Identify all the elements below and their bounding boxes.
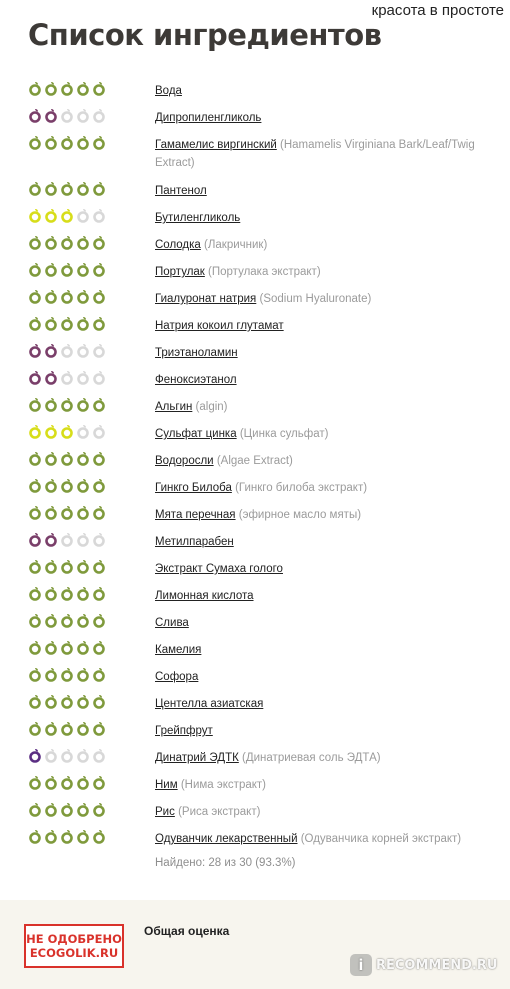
rating-drop-filled-icon (76, 181, 90, 196)
rating-drop-filled-icon (92, 505, 106, 520)
ingredient-name-link[interactable]: Камелия (155, 644, 202, 656)
rating-drop-empty-icon (76, 532, 90, 547)
ingredient-name-link[interactable]: Феноксиэтанол (155, 374, 237, 386)
rating-drop-filled-icon (28, 135, 42, 150)
ingredient-alt-name: (Одуванчика корней экстракт) (300, 833, 462, 845)
rating-drop-filled-icon (28, 208, 42, 223)
ingredient-text (155, 479, 500, 497)
ingredient-text (155, 182, 500, 200)
rating-drop-filled-icon (44, 532, 58, 547)
rating-drop-filled-icon (92, 262, 106, 277)
ingredient-rating (28, 81, 106, 96)
rating-drop-empty-icon (60, 108, 74, 123)
rating-drop-filled-icon (92, 316, 106, 331)
rating-drop-filled-icon (60, 721, 74, 736)
ingredient-text (155, 506, 500, 524)
rating-drop-filled-icon (76, 135, 90, 150)
ingredient-name-link[interactable]: Натрия кокоил глутамат (155, 320, 284, 332)
ingredient-rating (28, 424, 106, 439)
rating-drop-filled-icon (76, 262, 90, 277)
rating-drop-empty-icon (92, 748, 106, 763)
ingredient-name-link[interactable]: Дипропиленгликоль (155, 112, 262, 124)
rating-drop-empty-icon (76, 370, 90, 385)
ingredient-row (0, 178, 510, 205)
rating-drop-empty-icon (92, 370, 106, 385)
ingredient-row (0, 826, 510, 853)
ingredient-rating (28, 108, 106, 123)
ingredient-text (155, 614, 500, 632)
ingredient-rating (28, 370, 106, 385)
rating-drop-filled-icon (60, 289, 74, 304)
ingredient-text (155, 263, 500, 281)
ingredient-text (155, 398, 500, 416)
rating-drop-filled-icon (76, 397, 90, 412)
ingredient-row (0, 718, 510, 745)
rating-drop-filled-icon (92, 478, 106, 493)
rating-drop-filled-icon (92, 667, 106, 682)
rating-drop-filled-icon (28, 532, 42, 547)
ingredient-name-link[interactable]: Триэтаноламин (155, 347, 238, 359)
found-summary: Найдено: 28 из 30 (93.3%) (155, 857, 296, 869)
ingredient-alt-name: (Портулака экстракт) (208, 266, 321, 278)
ingredient-rating (28, 478, 106, 493)
rating-drop-filled-icon (60, 802, 74, 817)
ingredient-alt-name: (эфирное масло мяты) (238, 509, 362, 521)
ingredient-row (0, 448, 510, 475)
ingredient-rating (28, 262, 106, 277)
rating-drop-filled-icon (44, 208, 58, 223)
ingredient-text (155, 317, 500, 335)
ingredient-text (155, 776, 500, 794)
rating-drop-empty-icon (76, 748, 90, 763)
rating-drop-filled-icon (28, 694, 42, 709)
rating-drop-filled-icon (76, 775, 90, 790)
rating-drop-filled-icon (44, 640, 58, 655)
ingredient-text (155, 749, 500, 767)
rating-drop-empty-icon (92, 343, 106, 358)
irecommend-watermark (350, 954, 497, 976)
rating-drop-empty-icon (76, 208, 90, 223)
rating-drop-filled-icon (92, 829, 106, 844)
rating-drop-filled-icon (76, 559, 90, 574)
ingredient-alt-name: (Цинка сульфат) (239, 428, 329, 440)
rating-drop-filled-icon (44, 135, 58, 150)
ingredient-row (0, 313, 510, 340)
ingredient-name-link[interactable]: Гамамелис виргинский (155, 139, 277, 151)
rating-drop-filled-icon (92, 135, 106, 150)
rating-drop-filled-icon (76, 316, 90, 331)
ingredient-text (155, 533, 500, 551)
rating-drop-filled-icon (44, 694, 58, 709)
rating-drop-filled-icon (28, 802, 42, 817)
ingredient-text (155, 452, 500, 470)
rating-drop-empty-icon (92, 532, 106, 547)
rating-drop-filled-icon (76, 289, 90, 304)
rating-drop-empty-icon (76, 343, 90, 358)
ingredient-name-link[interactable]: Бутиленгликоль (155, 212, 241, 224)
rating-drop-filled-icon (44, 181, 58, 196)
ingredient-name-link[interactable]: Метилпарабен (155, 536, 234, 548)
ingredient-name-link[interactable]: Лимонная кислота (155, 590, 254, 602)
rating-drop-filled-icon (28, 424, 42, 439)
rating-drop-filled-icon (60, 775, 74, 790)
rating-drop-filled-icon (76, 694, 90, 709)
ingredient-row (0, 745, 510, 772)
ingredient-text (155, 830, 500, 848)
rating-drop-filled-icon (28, 343, 42, 358)
rating-drop-filled-icon (92, 451, 106, 466)
rating-drop-filled-icon (28, 262, 42, 277)
ingredient-name-link[interactable]: Слива (155, 617, 189, 629)
rating-drop-filled-icon (28, 181, 42, 196)
ingredient-name-link[interactable]: Портулак (155, 266, 205, 278)
ingredient-text (155, 371, 500, 389)
ingredient-rating (28, 208, 106, 223)
ingredient-name-link[interactable]: Экстракт Сумаха голого (155, 563, 283, 575)
rating-drop-filled-icon (92, 721, 106, 736)
rating-drop-empty-icon (92, 208, 106, 223)
ingredient-name-link[interactable]: Софора (155, 671, 199, 683)
ingredient-rating (28, 640, 106, 655)
rating-drop-filled-icon (28, 667, 42, 682)
rating-drop-filled-icon (44, 397, 58, 412)
ingredient-name-link[interactable]: Пантенол (155, 185, 207, 197)
ingredient-name-link[interactable]: Рис (155, 806, 175, 818)
ingredient-name-link[interactable]: Ним (155, 779, 178, 791)
ingredient-alt-name: (Algae Extract) (216, 455, 293, 467)
ingredient-text (155, 209, 500, 227)
rating-drop-filled-icon (76, 235, 90, 250)
rating-drop-filled-icon (28, 613, 42, 628)
rating-drop-filled-icon (28, 748, 42, 763)
rating-drop-filled-icon (44, 613, 58, 628)
ingredient-text (155, 560, 500, 578)
rating-drop-filled-icon (28, 586, 42, 601)
ingredient-row (0, 637, 510, 664)
rating-drop-filled-icon (44, 262, 58, 277)
rating-drop-filled-icon (60, 613, 74, 628)
rating-drop-filled-icon (60, 451, 74, 466)
rating-drop-filled-icon (28, 721, 42, 736)
ingredient-text (155, 668, 500, 686)
rating-drop-filled-icon (28, 451, 42, 466)
ingredient-text (155, 722, 500, 740)
rating-drop-filled-icon (28, 397, 42, 412)
rating-drop-filled-icon (28, 829, 42, 844)
rating-drop-filled-icon (60, 316, 74, 331)
ingredient-alt-name: (Гинкго билоба экстракт) (235, 482, 368, 494)
ingredient-row (0, 502, 510, 529)
ingredient-text (155, 236, 500, 254)
ingredient-rating (28, 802, 106, 817)
rating-drop-filled-icon (92, 775, 106, 790)
rating-drop-filled-icon (60, 505, 74, 520)
ingredient-row (0, 475, 510, 502)
ingredient-text (155, 290, 500, 308)
rating-drop-filled-icon (92, 235, 106, 250)
stamp-line-2: ECOGOLIK.RU (29, 946, 119, 960)
rating-drop-filled-icon (60, 424, 74, 439)
rating-drop-filled-icon (76, 505, 90, 520)
rating-drop-filled-icon (76, 640, 90, 655)
rating-drop-filled-icon (44, 667, 58, 682)
rating-drop-filled-icon (28, 108, 42, 123)
rating-drop-empty-icon (92, 424, 106, 439)
ingredient-row (0, 583, 510, 610)
ingredient-name-link[interactable]: Гиалуронат натрия (155, 293, 257, 305)
ingredient-text (155, 641, 500, 659)
rating-drop-filled-icon (60, 829, 74, 844)
top-tagline: красота в простоте (371, 2, 504, 19)
rating-drop-filled-icon (44, 235, 58, 250)
rating-drop-filled-icon (60, 397, 74, 412)
rating-drop-empty-icon (76, 108, 90, 123)
page-title: Список ингредиентов (28, 18, 382, 52)
rating-drop-filled-icon (76, 667, 90, 682)
ingredient-name-link[interactable]: Альгин (155, 401, 193, 413)
rating-drop-empty-icon (60, 343, 74, 358)
watermark-text: RECOMMEND.RU (376, 957, 498, 973)
rating-drop-filled-icon (44, 829, 58, 844)
ingredient-rating (28, 613, 106, 628)
ingredient-text (155, 587, 500, 605)
ingredient-alt-name: (Hamamelis Virginiana Bark/Leaf/Twig Extract) (155, 139, 475, 169)
ingredient-alt-name: (Нима экстракт) (180, 779, 266, 791)
ingredient-rating (28, 451, 106, 466)
ingredient-text (155, 344, 500, 362)
ingredient-row (0, 556, 510, 583)
ingredient-rating (28, 135, 106, 150)
ingredient-row (0, 132, 510, 178)
rating-drop-filled-icon (92, 694, 106, 709)
rating-drop-empty-icon (60, 532, 74, 547)
rating-drop-filled-icon (60, 181, 74, 196)
rating-drop-filled-icon (44, 370, 58, 385)
ingredient-name-link[interactable]: Солодка (155, 239, 201, 251)
rating-drop-filled-icon (44, 451, 58, 466)
ingredient-rating (28, 397, 106, 412)
ingredient-alt-name: (Динатриевая соль ЭДТА) (242, 752, 381, 764)
rating-drop-filled-icon (28, 81, 42, 96)
rating-drop-filled-icon (76, 613, 90, 628)
rating-drop-filled-icon (60, 262, 74, 277)
rating-drop-filled-icon (76, 81, 90, 96)
rating-drop-filled-icon (92, 586, 106, 601)
rating-drop-filled-icon (92, 640, 106, 655)
rating-drop-filled-icon (76, 829, 90, 844)
ingredient-row (0, 610, 510, 637)
ingredient-name-link[interactable]: Динатрий ЭДТК (155, 752, 239, 764)
ingredient-rating (28, 316, 106, 331)
ingredient-list (0, 78, 510, 853)
ingredient-rating (28, 181, 106, 196)
rating-drop-filled-icon (60, 235, 74, 250)
ingredient-alt-name: (Sodium Hyaluronate) (259, 293, 372, 305)
rating-drop-filled-icon (28, 505, 42, 520)
ingredient-rating (28, 343, 106, 358)
rating-drop-filled-icon (44, 775, 58, 790)
ingredient-text (155, 803, 500, 821)
rating-drop-filled-icon (44, 802, 58, 817)
ingredient-rating (28, 289, 106, 304)
rating-drop-filled-icon (44, 478, 58, 493)
rating-drop-filled-icon (92, 613, 106, 628)
rating-drop-empty-icon (92, 108, 106, 123)
ingredient-row (0, 772, 510, 799)
rating-drop-filled-icon (60, 208, 74, 223)
ingredient-text (155, 425, 500, 443)
rating-drop-filled-icon (44, 559, 58, 574)
rating-drop-filled-icon (60, 559, 74, 574)
ingredient-text (155, 109, 500, 127)
rating-drop-filled-icon (44, 343, 58, 358)
rating-drop-filled-icon (28, 478, 42, 493)
rating-drop-filled-icon (92, 559, 106, 574)
ingredient-row (0, 205, 510, 232)
rating-drop-filled-icon (76, 721, 90, 736)
ingredient-row (0, 367, 510, 394)
not-approved-stamp (24, 924, 124, 968)
rating-drop-filled-icon (92, 81, 106, 96)
rating-drop-filled-icon (44, 81, 58, 96)
rating-drop-filled-icon (44, 108, 58, 123)
rating-drop-filled-icon (28, 640, 42, 655)
ingredient-name-link[interactable]: Сульфат цинка (155, 428, 237, 440)
ingredient-text (155, 82, 500, 100)
rating-drop-filled-icon (76, 451, 90, 466)
rating-drop-filled-icon (60, 135, 74, 150)
ingredient-rating (28, 667, 106, 682)
ingredient-row (0, 232, 510, 259)
rating-drop-empty-icon (60, 748, 74, 763)
rating-drop-filled-icon (60, 586, 74, 601)
rating-drop-empty-icon (76, 424, 90, 439)
ingredient-rating (28, 829, 106, 844)
ingredient-row (0, 421, 510, 448)
rating-drop-filled-icon (28, 775, 42, 790)
rating-drop-filled-icon (60, 81, 74, 96)
ingredient-name-link[interactable]: Грейпфрут (155, 725, 213, 737)
ingredient-rating (28, 586, 106, 601)
rating-drop-filled-icon (92, 802, 106, 817)
rating-drop-filled-icon (76, 478, 90, 493)
rating-drop-filled-icon (28, 289, 42, 304)
ingredient-name-link[interactable]: Одуванчик лекарственный (155, 833, 298, 845)
rating-drop-filled-icon (76, 802, 90, 817)
rating-drop-filled-icon (44, 289, 58, 304)
rating-drop-empty-icon (60, 370, 74, 385)
ingredient-row (0, 259, 510, 286)
ingredient-rating (28, 775, 106, 790)
ingredient-alt-name: (algin) (195, 401, 228, 413)
rating-drop-filled-icon (60, 694, 74, 709)
ingredient-rating (28, 235, 106, 250)
ingredient-name-link[interactable]: Центелла азиатская (155, 698, 264, 710)
ingredient-name-link[interactable]: Вода (155, 85, 182, 97)
rating-drop-filled-icon (28, 370, 42, 385)
ingredient-rating (28, 721, 106, 736)
rating-drop-empty-icon (44, 748, 58, 763)
ingredient-row (0, 529, 510, 556)
ingredient-row (0, 340, 510, 367)
ingredient-rating (28, 748, 106, 763)
ingredient-alt-name: (Лакричник) (204, 239, 268, 251)
ingredient-rating (28, 532, 106, 547)
rating-drop-filled-icon (60, 478, 74, 493)
rating-drop-filled-icon (28, 559, 42, 574)
rating-drop-filled-icon (92, 397, 106, 412)
ingredient-text (155, 136, 500, 172)
rating-drop-filled-icon (60, 667, 74, 682)
overall-rating-label: Общая оценка (144, 924, 230, 938)
ingredient-name-link[interactable]: Водоросли (155, 455, 214, 467)
ingredient-name-link[interactable]: Гинкго Билоба (155, 482, 232, 494)
rating-drop-filled-icon (44, 505, 58, 520)
ingredient-alt-name: (Риса экстракт) (178, 806, 261, 818)
rating-drop-filled-icon (60, 640, 74, 655)
ingredient-row (0, 664, 510, 691)
ingredient-rating (28, 505, 106, 520)
rating-drop-filled-icon (92, 181, 106, 196)
ingredient-row (0, 394, 510, 421)
rating-drop-filled-icon (44, 721, 58, 736)
rating-drop-filled-icon (44, 316, 58, 331)
ingredient-row (0, 799, 510, 826)
ingredient-rating (28, 559, 106, 574)
ingredient-row (0, 78, 510, 105)
stamp-line-1: НЕ ОДОБРЕНО (26, 932, 122, 946)
ingredient-row (0, 105, 510, 132)
ingredient-row (0, 691, 510, 718)
ingredient-row (0, 286, 510, 313)
ingredient-rating (28, 694, 106, 709)
rating-drop-filled-icon (92, 289, 106, 304)
rating-drop-filled-icon (44, 586, 58, 601)
ingredient-text (155, 695, 500, 713)
ingredient-name-link[interactable]: Мята перечная (155, 509, 236, 521)
rating-drop-filled-icon (44, 424, 58, 439)
rating-drop-filled-icon (28, 235, 42, 250)
rating-drop-filled-icon (28, 316, 42, 331)
rating-drop-filled-icon (76, 586, 90, 601)
irecommend-logo-icon: i (350, 954, 372, 976)
